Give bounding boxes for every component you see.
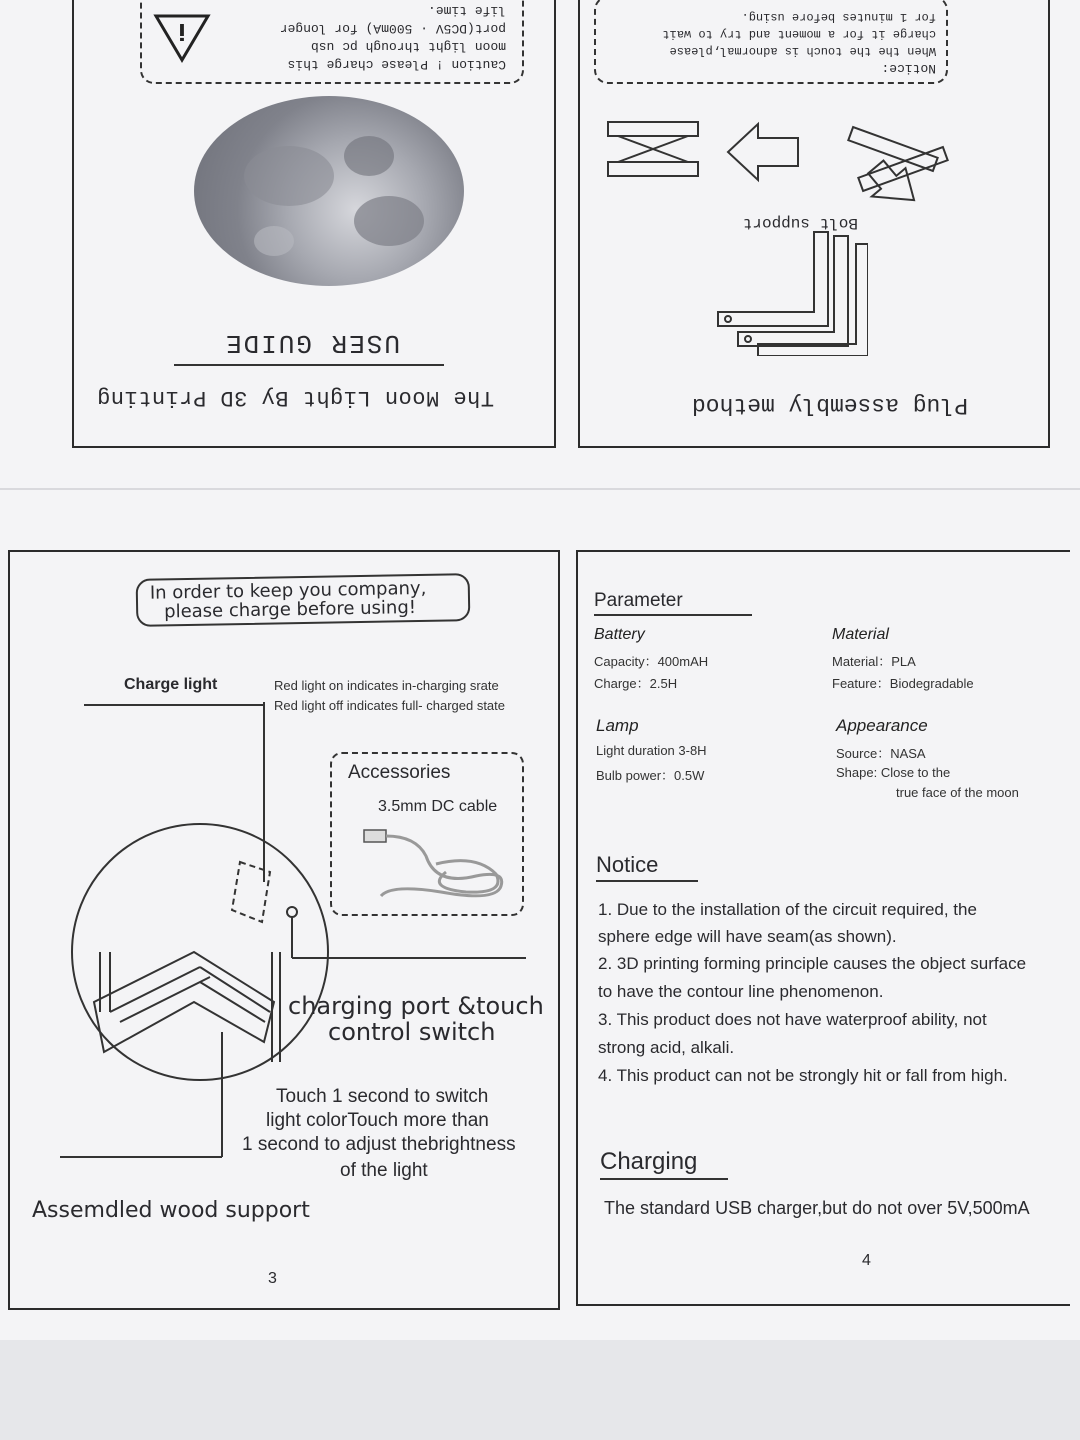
battery-capacity: Capacity：400mAH bbox=[594, 654, 709, 669]
caution-line-1: moon light through pc usb bbox=[310, 39, 506, 54]
table-surface bbox=[0, 1340, 1080, 1440]
dc-cable-icon bbox=[346, 824, 516, 904]
notice-4: 4. This product can not be strongly hit or fall from high. bbox=[598, 1066, 1008, 1085]
panel-assembly bbox=[578, 0, 1050, 448]
warning-icon bbox=[152, 12, 212, 64]
page-number-3: 3 bbox=[268, 1270, 277, 1287]
battery-charge: Charge：2.5H bbox=[594, 676, 678, 691]
lamp-duration: Light duration 3-8H bbox=[596, 743, 707, 758]
notice-1a: 1. Due to the installation of the circuit required, the bbox=[598, 900, 977, 919]
assembly-notice-line-2: charge it for a moment and try to wait bbox=[662, 27, 936, 41]
assembly-steps-illustration bbox=[598, 96, 958, 206]
charging-text: The standard USB charger,but do not over 5V,500mA bbox=[604, 1198, 1030, 1218]
assembly-notice-title: Notice: bbox=[881, 61, 936, 76]
charge-light-label: Charge light bbox=[124, 676, 218, 693]
lamp-power: Bulb power：0.5W bbox=[596, 768, 705, 783]
assembly-title: Plug assembly method bbox=[691, 392, 968, 418]
banner-line-2: please charge before using! bbox=[164, 597, 417, 623]
panel-cover bbox=[72, 0, 556, 448]
panel-page-3 bbox=[8, 550, 560, 1310]
bolt-support-illustration bbox=[708, 226, 868, 356]
charging-title: Charging bbox=[600, 1148, 728, 1180]
cover-title: The Moon Light By 3D Printing bbox=[96, 385, 494, 410]
appearance-title: Appearance bbox=[836, 716, 928, 735]
assembly-notice-box bbox=[594, 0, 948, 84]
moon-image bbox=[194, 96, 464, 286]
fold-line bbox=[0, 488, 1080, 490]
touch-line-2: light colorTouch more than bbox=[266, 1110, 489, 1131]
caution-title: Caution ! Please charge this bbox=[287, 57, 506, 72]
charge-light-desc-1: Red light on indicates in-charging srate bbox=[274, 678, 499, 693]
caution-box bbox=[140, 0, 524, 84]
appearance-shape: Shape: Close to the bbox=[836, 765, 951, 780]
charge-banner bbox=[136, 573, 471, 627]
caution-line-3: life time. bbox=[427, 3, 506, 18]
charge-light-desc-2: Red light off indicates full- charged state bbox=[274, 698, 506, 713]
accessories-title: Accessories bbox=[348, 762, 451, 783]
notice-3b: strong acid, alkali. bbox=[598, 1038, 735, 1057]
appearance-source: Source：NASA bbox=[836, 746, 926, 761]
svg-text:i: i bbox=[178, 18, 186, 43]
lamp-title: Lamp bbox=[596, 716, 639, 735]
parameter-title: Parameter bbox=[594, 590, 752, 616]
notice-2b: to have the contour line phenomenon. bbox=[598, 982, 884, 1001]
page-number-4: 4 bbox=[862, 1252, 871, 1269]
cover-rule bbox=[174, 364, 444, 366]
assembly-notice-line-3: for 1 minutes before using. bbox=[741, 10, 936, 24]
banner-line-1: In order to keep you company, bbox=[149, 577, 427, 604]
wood-support-label: Assemdled wood support bbox=[32, 1198, 310, 1223]
material-value: Material：PLA bbox=[832, 654, 916, 669]
cover-subtitle: USER GUIDE bbox=[223, 328, 401, 358]
material-title: Material bbox=[832, 626, 889, 643]
panel-page-4 bbox=[576, 550, 1070, 1306]
touch-line-1: Touch 1 second to switch bbox=[276, 1086, 489, 1107]
appearance-shape-2: true face of the moon bbox=[896, 785, 1019, 800]
accessories-item: 3.5mm DC cable bbox=[378, 798, 498, 815]
port-label-line-2: control switch bbox=[328, 1018, 496, 1046]
battery-title: Battery bbox=[594, 626, 645, 643]
accessories-box bbox=[330, 752, 524, 916]
notice-1b: sphere edge will have seam(as shown). bbox=[598, 927, 897, 946]
port-label-line-1: charging port &touch bbox=[288, 992, 544, 1020]
assembly-notice-line-1: When the the touch is adnormal,please bbox=[669, 44, 936, 58]
touch-line-3: 1 second to adjust thebrightness bbox=[242, 1134, 516, 1155]
touch-line-4: of the light bbox=[340, 1160, 428, 1181]
caution-line-2: port(DC5V · 500mA) for longer bbox=[279, 21, 506, 36]
notice-title: Notice bbox=[596, 852, 698, 882]
material-feature: Feature：Biodegradable bbox=[832, 676, 974, 691]
notice-3a: 3. This product does not have waterproof ability, not bbox=[598, 1010, 987, 1029]
bolt-label: Bolt support bbox=[742, 214, 858, 232]
notice-2a: 2. 3D printing forming principle causes the object surface bbox=[598, 954, 1027, 973]
